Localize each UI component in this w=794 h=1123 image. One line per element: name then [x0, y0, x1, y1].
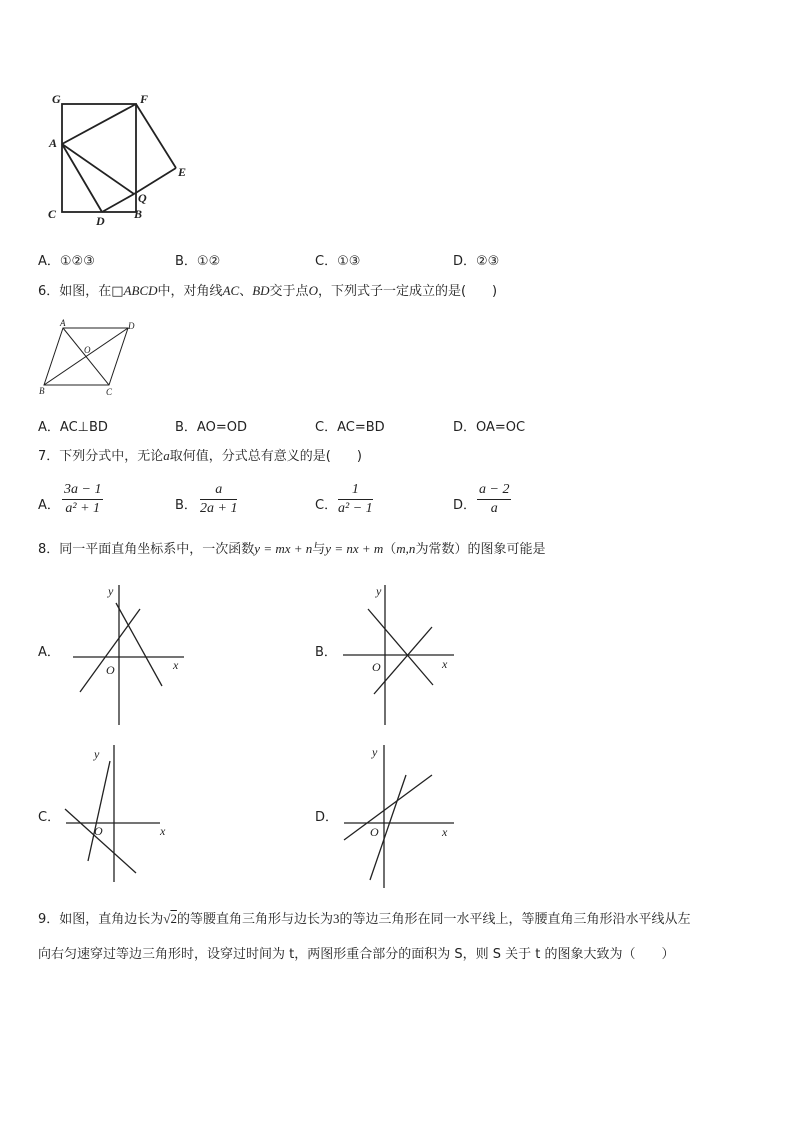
x-axis-label: x: [442, 825, 448, 839]
option-letter: D．: [453, 254, 477, 269]
option-text: ②③: [476, 254, 500, 269]
option-text: AC⊥BD: [59, 420, 108, 435]
q8-option-d[interactable]: D．: [315, 810, 339, 825]
x-axis-label: x: [160, 824, 166, 838]
question-number: 8．: [38, 542, 60, 557]
q6-option-c[interactable]: [315, 416, 385, 435]
q5-label-c: C: [48, 207, 57, 221]
q5-label-g: G: [52, 92, 61, 106]
q9-line-1: 9．如图，直角边长为√2的等腰直角三角形与边长为3的等边三角形在同一水平线上，等腰直角三角形沿水平线从左: [38, 911, 691, 927]
option-text: ①②③: [59, 254, 95, 269]
q7-option-b-fraction: $\frac{a}{2a + 1}$: [200, 482, 238, 516]
q5-label-q: Q: [138, 191, 147, 205]
q5-option-c[interactable]: [315, 250, 360, 269]
q6-option-a[interactable]: [38, 416, 108, 435]
q8-graph-b: [336, 580, 466, 730]
parallelogram-symbol: □: [111, 284, 124, 299]
option-text: AC=BD: [337, 420, 385, 435]
q6-figure: [36, 318, 146, 398]
x-axis-label: x: [442, 657, 448, 671]
option-text: ①②: [196, 254, 221, 269]
q8-graph-a: [66, 580, 196, 730]
option-text: AO=OD: [196, 420, 247, 435]
q6-option-b[interactable]: [175, 416, 247, 435]
question-number: 7．: [38, 449, 60, 464]
q7-option-c-fraction: $\frac{1}{\text{a² − 1}}$: [338, 482, 373, 516]
y-axis-label: y: [376, 584, 382, 598]
q5-label-d: D: [96, 214, 105, 228]
q6-label-a: A: [60, 318, 66, 328]
q9-line-2: 向右匀速穿过等边三角形时，设穿过时间为 t，两图形重合部分的面积为 S，则 S 关于 t 的图象大致为（ ）: [38, 947, 675, 962]
question-number: 9．: [38, 912, 60, 927]
option-letter: B．: [175, 254, 197, 269]
sqrt-symbol: √2: [163, 911, 177, 926]
line-1: [116, 603, 162, 686]
origin-label: O: [370, 825, 379, 839]
q7-stem: 7．下列分式中，无论a取何值，分式总有意义的是( ): [38, 448, 362, 464]
q5-option-a[interactable]: [38, 250, 95, 269]
origin-label: O: [94, 824, 103, 838]
q8-option-b[interactable]: B．: [315, 645, 337, 660]
line-1: [344, 775, 432, 840]
q5-figure: [40, 88, 200, 228]
q7-option-d-letter[interactable]: D．: [453, 498, 477, 513]
option-letter: A．: [38, 254, 60, 269]
option-text: OA=OC: [476, 420, 526, 435]
q7-option-d-fraction: $\frac{a - 2}{a}$: [479, 482, 510, 516]
option-letter: C．: [315, 420, 338, 435]
y-axis-label: y: [372, 745, 378, 759]
q6-option-d[interactable]: [453, 416, 525, 435]
q6-stem: 6．如图，在□ABCD中，对角线AC、BD交于点O，下列式子一定成立的是( ): [38, 283, 498, 299]
q8-graph-c: [60, 740, 180, 890]
q6-label-d: D: [128, 321, 135, 331]
q5-label-f: F: [140, 92, 149, 106]
q7-option-b-letter[interactable]: B．: [175, 498, 197, 513]
option-text: ①③: [337, 254, 361, 269]
q7-option-a-fraction: $\frac{3a - 1}{\text{a² + 1}}$: [64, 482, 102, 516]
q8-option-a[interactable]: A．: [38, 645, 60, 660]
option-letter: D．: [453, 420, 477, 435]
q5-option-b[interactable]: [175, 250, 220, 269]
q7-option-a-letter[interactable]: A．: [38, 498, 60, 513]
q7-option-c-letter[interactable]: C．: [315, 498, 338, 513]
q8-stem: 8．同一平面直角坐标系中，一次函数y = mx + n与y = nx + m（m,n为常数）的图象可能是: [38, 541, 546, 557]
q6-label-o: O: [84, 345, 91, 355]
origin-label: O: [106, 663, 115, 677]
option-letter: C．: [315, 254, 338, 269]
origin-label: O: [372, 660, 381, 674]
option-letter: A．: [38, 420, 60, 435]
q8-graph-d: [336, 740, 466, 890]
q5-label-a: A: [49, 136, 58, 150]
question-number: 6．: [38, 284, 60, 299]
q5-label-b: B: [134, 207, 143, 221]
q8-option-c[interactable]: C．: [38, 810, 61, 825]
function-2: y = nx + m: [325, 541, 384, 556]
x-axis-label: x: [173, 658, 179, 672]
line-2: [80, 609, 140, 692]
option-letter: B．: [175, 420, 197, 435]
function-1: y = mx + n: [254, 541, 313, 556]
q5-square: [62, 104, 136, 212]
line-1: [65, 809, 136, 873]
line-2: [374, 627, 432, 694]
y-axis-label: y: [94, 747, 100, 761]
q6-label-b: B: [39, 386, 45, 396]
q6-label-c: C: [106, 387, 113, 397]
q5-option-d[interactable]: [453, 250, 499, 269]
y-axis-label: y: [108, 584, 114, 598]
q5-label-e: E: [178, 165, 187, 179]
